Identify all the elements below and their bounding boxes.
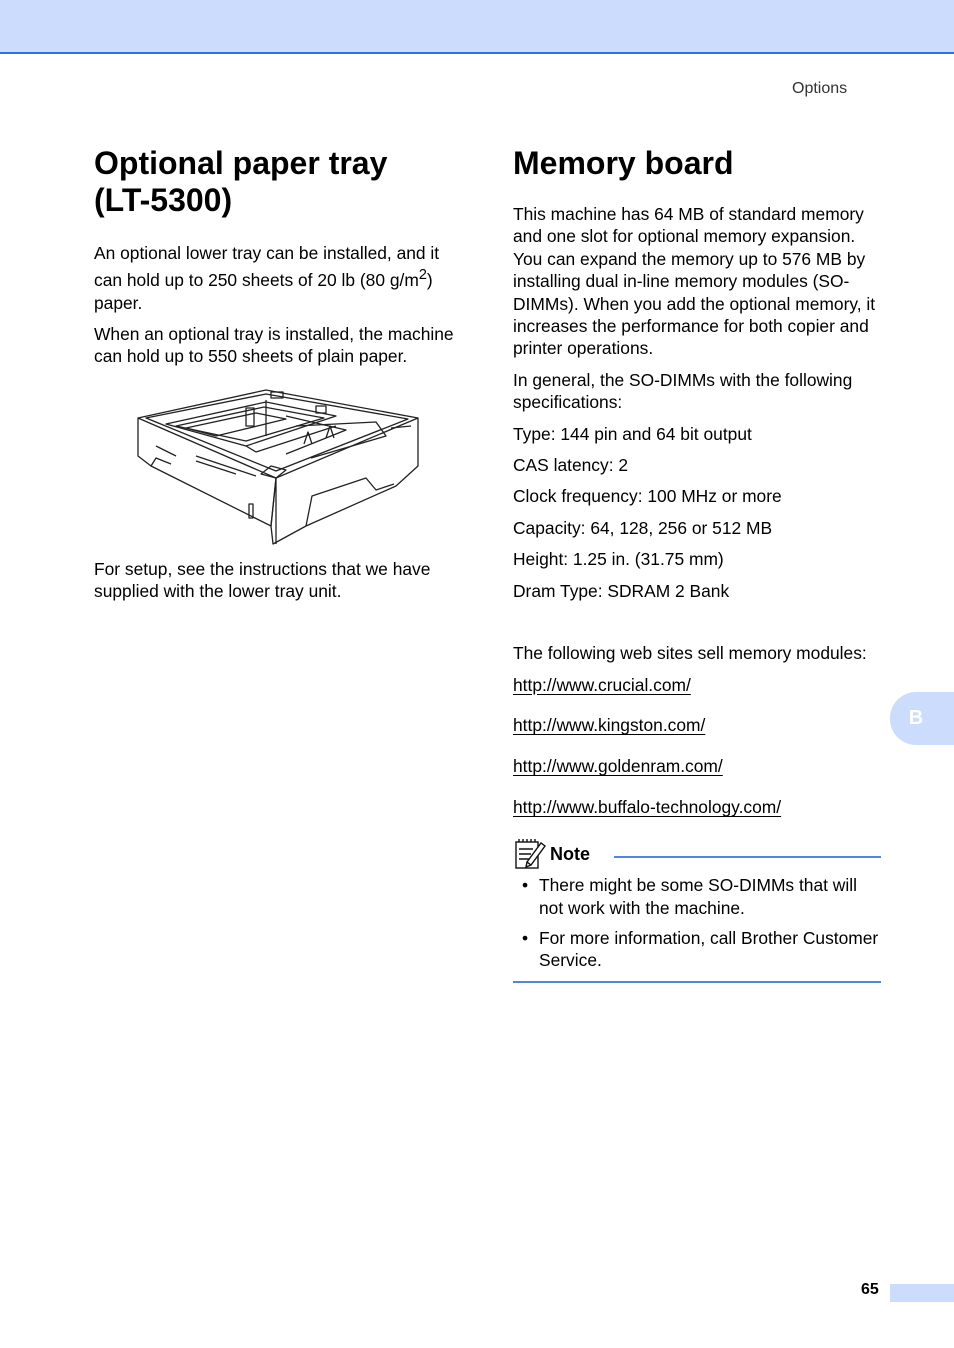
link-goldenram[interactable]: http://www.goldenram.com/ [513,756,723,777]
right-column [513,145,881,983]
note-header [513,837,881,871]
para-text: An optional lower tray can be installed, and it can hold up to 250 sheets of 20 lb (80 g/m [94,243,440,291]
spec-height: Height: 1.25 in. (31.75 mm) [513,549,724,570]
header-band [0,0,954,54]
section-title-paper-tray [94,145,464,219]
link-kingston[interactable]: http://www.kingston.com/ [513,715,706,736]
note-bottom-rule [513,981,881,983]
memory-para-3: The following web sites sell memory modules: [513,643,867,664]
paper-tray-illustration [136,386,422,546]
memory-para-2: In general, the SO-DIMMs with the following specifications: [513,369,853,413]
spec-clock-frequency: Clock frequency: 100 MHz or more [513,486,782,507]
para-text: ) paper. [94,270,433,313]
page-number-bar [890,1284,954,1302]
page-number: 65 [861,1281,879,1298]
note-pencil-icon [513,837,547,871]
title-line-1: Optional paper tray [94,145,388,181]
note-top-rule [614,856,881,858]
spec-capacity: Capacity: 64, 128, 256 or 512 MB [513,517,773,538]
spec-cas-latency: CAS latency: 2 [513,455,629,476]
note-item: • For more information, call Brother Customer Service. [513,927,881,972]
link-buffalo[interactable]: http://www.buffalo-technology.com/ [513,797,782,818]
title-line-2: (LT-5300) [94,182,233,218]
paper-tray-para-1 [94,242,464,314]
chapter-tab [890,692,954,745]
spec-type: Type: 144 pin and 64 bit output [513,423,752,444]
superscript: 2 [418,267,427,284]
section-title-memory-board: Memory board [513,145,734,181]
link-crucial[interactable]: http://www.crucial.com/ [513,674,691,695]
paper-tray-para-3: For setup, see the instructions that we have supplied with the lower tray unit. [94,558,431,602]
note-item: • There might be some SO-DIMMs that will not work with the machine. [513,874,881,919]
left-column [94,145,464,603]
chapter-tab-label: B [908,707,924,729]
note-list [513,874,881,972]
note-title: Note [550,843,590,864]
vendor-links [513,674,881,819]
memory-para-1: This machine has 64 MB of standard memory and one slot for optional memory expansion. You can expand the memory up to 576 MB by installing dual in-line memory modules (SO-DIMMs). When you add the optional memory, it increases the performance for both copier and printer operations. [513,204,876,359]
spec-dram-type: Dram Type: SDRAM 2 Bank [513,580,730,601]
running-head: Options [792,80,848,97]
paper-tray-para-2: When an optional tray is installed, the machine can hold up to 550 sheets of plain paper. [94,324,454,367]
